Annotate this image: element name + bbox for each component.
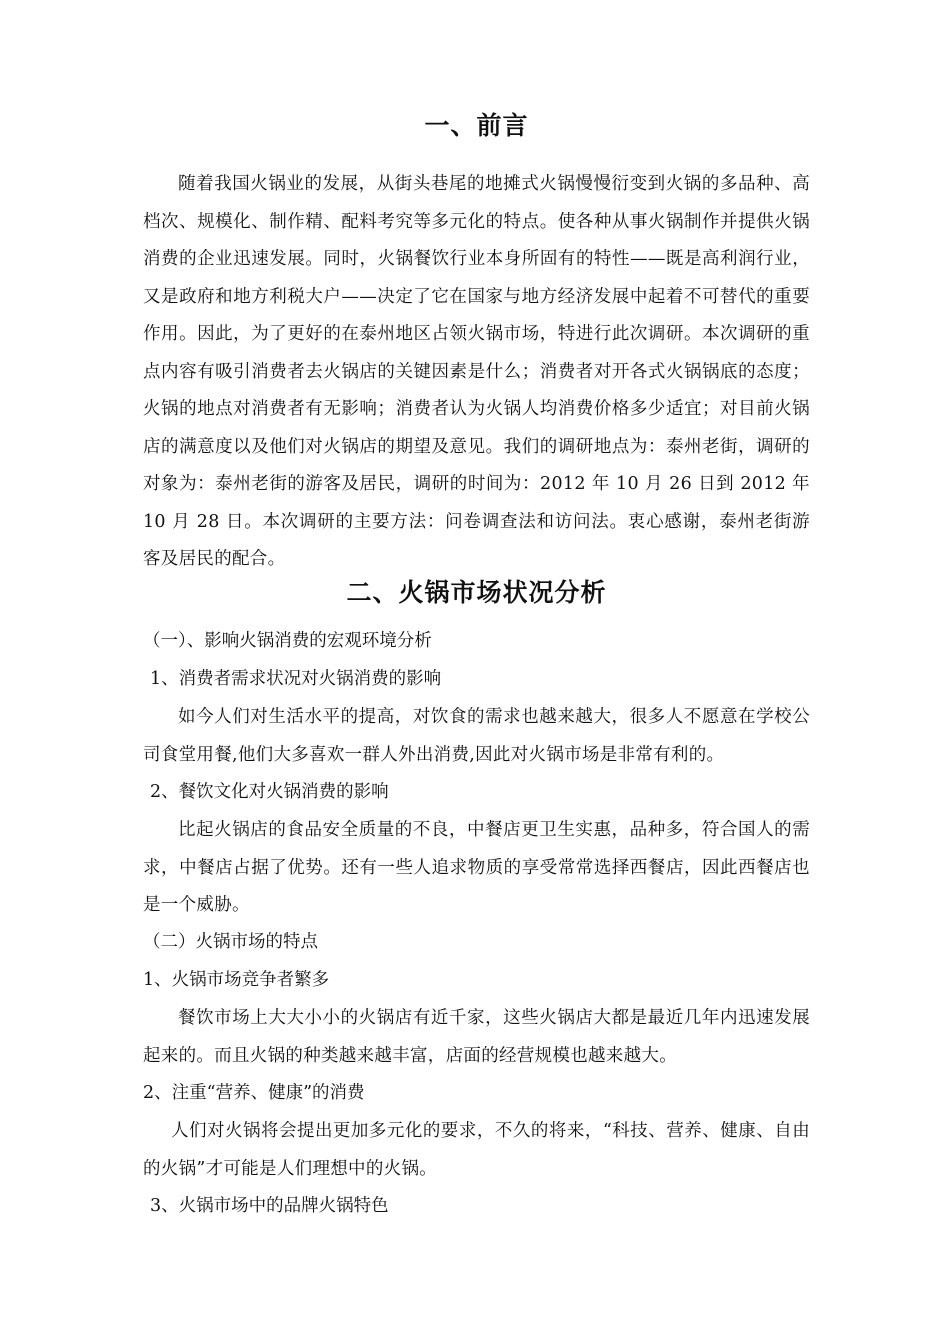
subsection-heading-market-features: （二）火锅市场的特点: [143, 932, 318, 952]
preface-paragraph: 随着我国火锅业的发展，从街头巷尾的地摊式火锅慢慢衍变到火锅的多品种、高档次、规模化、制作精、配料考究等多元化的特点。使各种从事火锅制作并提供火锅消费的企业迅速发展。同时，火锅餐饮行业本身所固有的特性——既是高利润行业，又是政府和地方利税大户——决定了它在国家与地方经济发展中起着不可替代的重要作用。因此，为了更好的在泰州地区占领火锅市场，特进行此次调研。本次调研的重点内容有吸引消费者去火锅店的关键因素是什么；消费者对开各式火锅锅底的态度；火锅的地点对消费者有无影响；消费者认为火锅人均消费价格多少适宜；对目前火锅店的满意度以及他们对火锅店的期望及意见。我们的调研地点为：泰州老街，调研的对象为：泰州老街的游客及居民，调研的时间为：2012 年 10 月 26 日到 2012 年 10 月 28 日。本次调研的主要方法：问卷调查法和访问法。衷心感谢，泰州老街游客及居民的配合。: [143, 174, 810, 569]
item-heading-consumer-demand: 1、消费者需求状况对火锅消费的影响: [150, 669, 442, 689]
item-heading-food-culture: 2、餐饮文化对火锅消费的影响: [150, 782, 389, 802]
item-heading-brand-features: 3、火锅市场中的品牌火锅特色: [150, 1196, 389, 1216]
item-heading-many-competitors: 1、火锅市场竞争者繁多: [143, 970, 330, 990]
subsection-heading-macro-environment: （一）、影响火锅消费的宏观环境分析: [143, 631, 432, 651]
item-text-consumer-demand: 如今人们对生活水平的提高，对饮食的需求也越来越大，很多人不愿意在学校公司食堂用餐,他们大多喜欢一群人外出消费,因此对火锅市场是非常有利的。: [143, 707, 810, 765]
item-heading-nutrition-health: 2、注重“营养、健康”的消费: [143, 1083, 365, 1103]
section-title-preface: 一、前言: [424, 111, 529, 140]
item-text-many-competitors: 餐饮市场上大大小小的火锅店有近千家，这些火锅店大都是最近几年内迅速发展起来的。而且火锅的种类越来越丰富，店面的经营规模也越来越大。: [143, 1008, 810, 1066]
item-text-food-culture: 比起火锅店的食品安全质量的不良，中餐店更卫生实惠，品种多，符合国人的需求，中餐店占据了优势。还有一些人追求物质的享受常常选择西餐店，因此西餐店也是一个威胁。: [143, 820, 810, 915]
item-text-nutrition-health: 人们对火锅将会提出更加多元化的要求，不久的将来，“科技、营养、健康、自由的火锅”才可能是人们理想中的火锅。: [143, 1121, 810, 1179]
section-title-market-analysis: 二、火锅市场状况分析: [346, 578, 607, 607]
